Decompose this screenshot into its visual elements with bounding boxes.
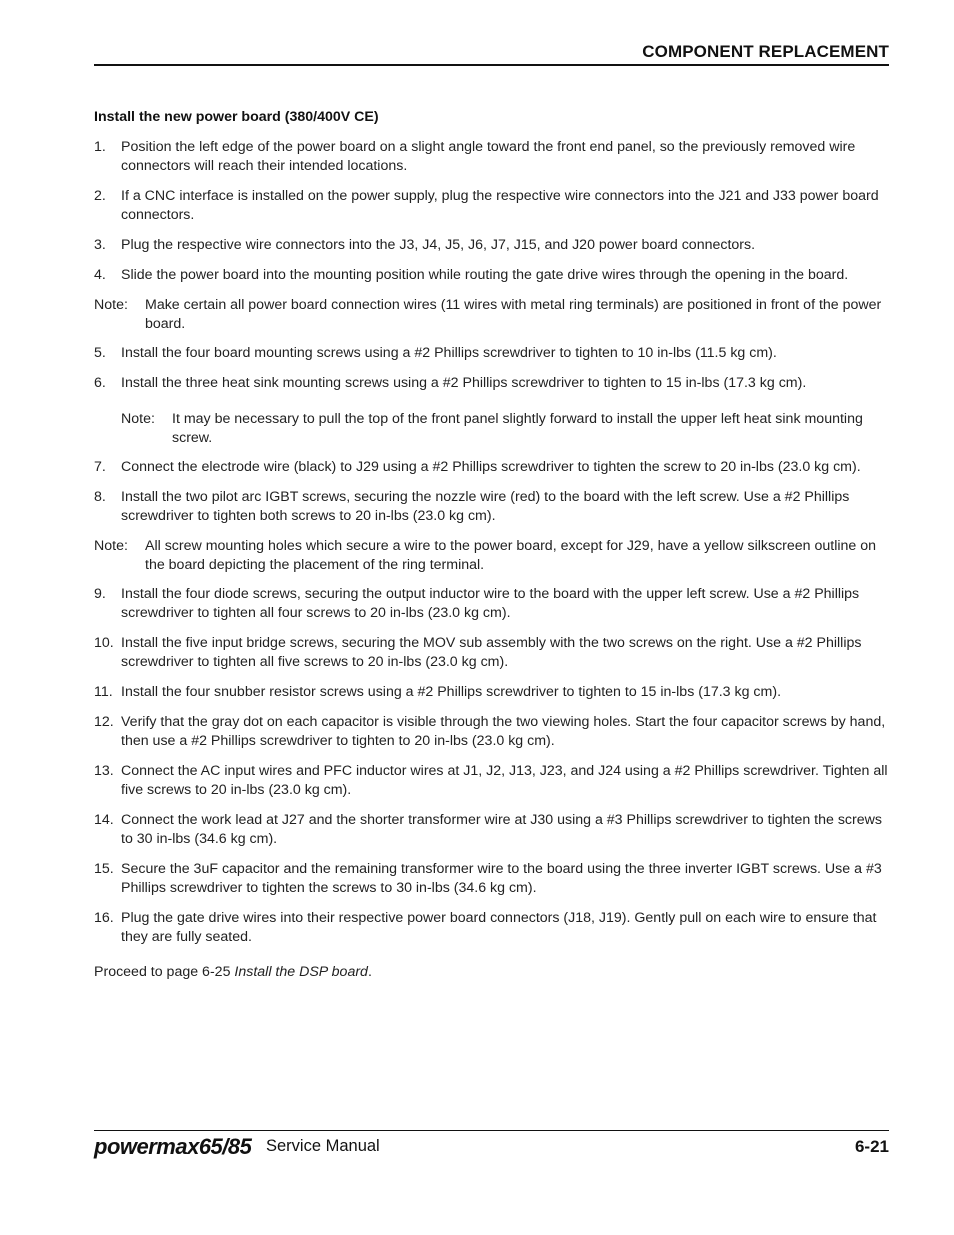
step-text: Connect the electrode wire (black) to J29 using a #2 Phillips screwdriver to tighten the screw to 20 in-lbs (23.0 kg cm). — [121, 459, 861, 475]
step-item — [94, 236, 889, 255]
step-text: Plug the respective wire connectors into the J3, J4, J5, J6, J7, J15, and J20 power board connectors. — [121, 237, 756, 253]
step-item — [94, 909, 889, 947]
steps-list — [94, 344, 889, 393]
step-item — [94, 374, 889, 393]
header-divider — [94, 64, 889, 66]
note-label: Note: — [94, 297, 128, 313]
step-number: 8. — [94, 489, 106, 505]
proceed-text — [94, 963, 889, 982]
step-number: 16. — [94, 910, 114, 926]
step-item — [94, 458, 889, 477]
step-number: 12. — [94, 714, 114, 730]
step-number: 15. — [94, 861, 114, 877]
note-label: Note: — [94, 538, 128, 554]
step-text: Plug the gate drive wires into their respective power board connectors (J18, J19). Gently pull on each wire to ensure that they are fully seated. — [121, 910, 877, 945]
step-number: 11. — [94, 684, 113, 700]
step-item — [94, 488, 889, 526]
step-text: Position the left edge of the power board on a slight angle toward the front end panel, so the previously removed wire connectors will reach their intended locations. — [121, 139, 856, 174]
note-3 — [94, 537, 889, 575]
step-item — [94, 860, 889, 898]
step-number: 1. — [94, 139, 106, 155]
note-1 — [94, 296, 889, 334]
step-item — [94, 138, 889, 176]
steps-list — [94, 138, 889, 285]
step-item — [94, 187, 889, 225]
note-text: Make certain all power board connection wires (11 wires with metal ring terminals) are positioned in front of the power board. — [145, 297, 882, 332]
step-number: 9. — [94, 586, 106, 602]
step-number: 14. — [94, 812, 114, 828]
step-item — [94, 713, 889, 751]
step-item — [94, 266, 889, 285]
step-text: Install the four board mounting screws using a #2 Phillips screwdriver to tighten to 10 in-lbs (11.5 kg cm). — [121, 345, 777, 361]
step-number: 13. — [94, 763, 114, 779]
step-text: Install the five input bridge screws, securing the MOV sub assembly with the two screws on the right. Use a #2 Phillips screwdriver to tighten all five screws to 20 in-lbs (23.0 kg cm). — [121, 635, 862, 670]
note-text: It may be necessary to pull the top of the front panel slightly forward to install the upper left heat sink mounting screw. — [172, 411, 863, 446]
page-header-title: COMPONENT REPLACEMENT — [642, 42, 889, 61]
step-text: Verify that the gray dot on each capacitor is visible through the two viewing holes. Start the four capacitor screws by hand, then use a #2 Phillips screwdriver to tighten to 20 in-lbs (23.0 kg cm). — [121, 714, 886, 749]
proceed-suffix: . — [367, 964, 372, 980]
step-text: Connect the AC input wires and PFC inductor wires at J1, J2, J13, J23, and J24 using a #2 Phillips screwdriver. Tighten all five screws to 20 in-lbs (23.0 kg cm). — [121, 763, 888, 798]
step-item — [94, 344, 889, 363]
step-text: Install the three heat sink mounting screws using a #2 Phillips screwdriver to tighten to 15 in-lbs (17.3 kg cm). — [121, 375, 807, 391]
step-number: 10. — [94, 635, 114, 651]
step-text: Install the four snubber resistor screws using a #2 Phillips screwdriver to tighten to 15 in-lbs (17.3 kg cm). — [121, 684, 782, 700]
steps-list — [94, 585, 889, 947]
step-text: Install the four diode screws, securing the output inductor wire to the board with the upper left screw. Use a #2 Phillips screwdriver to tighten all four screws to 20 in-lbs (23.0 kg cm). — [121, 586, 860, 621]
step-item — [94, 683, 889, 702]
step-text: Slide the power board into the mounting position while routing the gate drive wires through the opening in the board. — [121, 267, 849, 283]
product-logo: powermax65/85 — [94, 1134, 252, 1159]
step-number: 7. — [94, 459, 106, 475]
note-2 — [121, 410, 889, 448]
page-content — [94, 108, 889, 982]
note-label: Note: — [121, 411, 155, 427]
step-text: Install the two pilot arc IGBT screws, securing the nozzle wire (red) to the board with the left screw. Use a #2 Phillips screwdriver to tighten both screws to 20 in-lbs (23.0 kg cm). — [121, 489, 850, 524]
footer-divider — [94, 1130, 889, 1131]
step-number: 2. — [94, 188, 106, 204]
step-number: 3. — [94, 237, 106, 253]
step-item — [94, 811, 889, 849]
proceed-prefix: Proceed to page 6-25 — [94, 964, 235, 980]
steps-list — [94, 458, 889, 526]
step-item — [94, 585, 889, 623]
note-text: All screw mounting holes which secure a wire to the power board, except for J29, have a yellow silkscreen outline on the board depicting the placement of the ring terminal. — [145, 538, 877, 573]
proceed-reference: Install the DSP board — [234, 964, 368, 980]
step-number: 4. — [94, 267, 106, 283]
section-title: Install the new power board (380/400V CE) — [94, 109, 379, 125]
step-text: Secure the 3uF capacitor and the remaining transformer wire to the board using the three inverter IGBT screws. Use a #3 Phillips screwdriver to tighten the screws to 30 in-lbs (34.6 kg cm). — [121, 861, 882, 896]
step-text: Connect the work lead at J27 and the shorter transformer wire at J30 using a #3 Phillips screwdriver to tighten the screws to 30 in-lbs (34.6 kg cm). — [121, 812, 882, 847]
step-text: If a CNC interface is installed on the power supply, plug the respective wire connectors into the J21 and J33 power board connectors. — [121, 188, 879, 223]
step-number: 5. — [94, 345, 106, 361]
step-item — [94, 634, 889, 672]
step-number: 6. — [94, 375, 106, 391]
footer-manual-title: Service Manual — [266, 1137, 380, 1155]
step-item — [94, 762, 889, 800]
page-number: 6-21 — [854, 1137, 889, 1156]
